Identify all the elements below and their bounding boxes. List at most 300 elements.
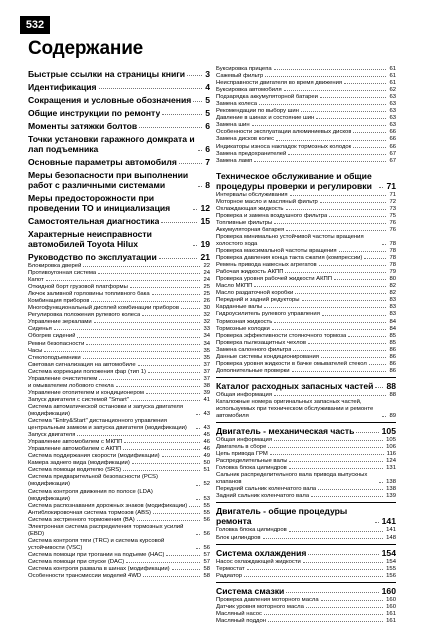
toc-subentry[interactable] <box>216 290 396 297</box>
toc-entry-page: 84 <box>389 318 396 325</box>
dot-leader <box>268 621 383 622</box>
toc-entry-title: Электронная система распределения тормозных усилий (EBD) <box>28 523 184 537</box>
toc-entry-page: 80 <box>389 276 396 283</box>
dot-leader <box>286 209 387 210</box>
toc-entry-page: 57 <box>203 551 210 558</box>
toc-entry-page: 49 <box>203 453 210 460</box>
toc-subentry[interactable] <box>28 467 210 474</box>
dot-leader <box>311 496 383 497</box>
dot-leader <box>264 614 383 615</box>
toc-subentry[interactable] <box>216 326 396 333</box>
dot-leader <box>379 482 383 483</box>
toc-entry-title: Часы <box>28 347 43 354</box>
toc-subentry[interactable] <box>28 517 210 524</box>
toc-section-entry[interactable] <box>28 134 210 154</box>
dot-leader <box>137 520 201 521</box>
toc-subentry[interactable] <box>28 341 210 348</box>
toc-subentry[interactable] <box>28 489 210 503</box>
toc-entry-title: Камера заднего вида (модификации) <box>28 460 130 467</box>
dot-leader <box>375 522 379 523</box>
toc-entry-title: Двигатель в сборе <box>216 444 267 451</box>
toc-entry-title: Система предварительной безопасности (PCS) (модификации) <box>28 474 158 488</box>
toc-subentry[interactable] <box>216 465 396 472</box>
toc-entry-title: Цепь привода ГРМ <box>216 451 268 458</box>
toc-subentry[interactable] <box>216 458 396 465</box>
page-number: 532 <box>20 16 50 34</box>
toc-entry-page: 67 <box>389 150 396 157</box>
toc-subentry[interactable] <box>28 538 210 552</box>
toc-entry-page: 83 <box>389 311 396 318</box>
toc-subentry[interactable] <box>216 311 396 318</box>
dot-leader <box>288 154 386 155</box>
toc-entry-title: Дополнительные проверки <box>216 367 290 374</box>
toc-subentry[interactable] <box>28 284 210 291</box>
toc-entry-page: 66 <box>389 143 396 150</box>
dot-leader <box>320 97 386 98</box>
toc-subentry[interactable] <box>28 404 210 418</box>
dot-leader <box>123 449 200 450</box>
toc-subentry[interactable] <box>28 552 210 559</box>
toc-subentry[interactable] <box>216 129 396 136</box>
dot-leader <box>284 90 387 91</box>
toc-subentry[interactable] <box>216 136 396 143</box>
toc-entry-title: Проверка давления моторного масла <box>216 596 319 603</box>
toc-entry-page: 61 <box>389 66 396 72</box>
dot-leader <box>162 114 202 115</box>
toc-subentry[interactable] <box>216 354 396 361</box>
toc-entry-page: 63 <box>389 101 396 108</box>
toc-entry-title: Точки установки гаражного домкрата и лап подъемника <box>28 134 195 154</box>
toc-subentry[interactable] <box>28 432 210 439</box>
toc-section-entry[interactable] <box>216 548 396 558</box>
toc-subentry[interactable] <box>28 312 210 319</box>
toc-entry-title: Система охлаждения <box>216 547 307 558</box>
toc-subentry[interactable] <box>28 446 210 453</box>
dot-leader <box>285 272 386 273</box>
dot-leader <box>189 506 200 507</box>
toc-subentry[interactable] <box>216 604 396 611</box>
toc-subentry[interactable] <box>28 503 210 510</box>
section-divider <box>216 544 396 545</box>
dot-leader <box>196 548 200 549</box>
toc-entry-title: Система контроля развала в шинах (модификации) <box>28 566 170 573</box>
toc-subentry[interactable] <box>216 192 396 199</box>
toc-entry-title: Каталог расходных запасных частей <box>216 380 374 391</box>
toc-entry-title: Проверка минимально устойчивой частоты вращения холостого хода <box>216 233 364 247</box>
toc-subentry[interactable] <box>28 474 210 488</box>
toc-section-entry[interactable] <box>28 170 210 190</box>
toc-subentry[interactable] <box>28 319 210 326</box>
dot-leader <box>348 336 386 337</box>
toc-entry-page: 86 <box>389 367 396 374</box>
toc-entry-page: 61 <box>389 73 396 80</box>
dot-leader <box>339 251 387 252</box>
toc-entry-page: 63 <box>389 115 396 122</box>
toc-subentry[interactable] <box>216 234 396 248</box>
toc-subentry[interactable] <box>28 390 210 397</box>
toc-entry-page: 161 <box>386 610 396 617</box>
toc-left-column <box>28 66 210 580</box>
toc-entry-title: Данные системы кондиционирования <box>216 353 319 360</box>
toc-subentry[interactable] <box>216 304 396 311</box>
dot-leader <box>193 209 197 210</box>
dot-leader <box>289 468 383 469</box>
toc-subentry[interactable] <box>216 227 396 234</box>
toc-section-entry[interactable] <box>216 171 396 191</box>
toc-entry-page: 32 <box>203 312 210 319</box>
toc-subentry[interactable] <box>28 355 210 362</box>
toc-entry-title: Запуск двигателя с системой "Smart" <box>28 396 129 403</box>
toc-subentry[interactable] <box>216 108 396 115</box>
toc-subentry[interactable] <box>28 383 210 390</box>
toc-section-entry[interactable] <box>216 381 396 391</box>
toc-subentry[interactable] <box>216 248 396 255</box>
toc-subentry[interactable] <box>28 369 210 376</box>
toc-subentry[interactable] <box>28 277 210 284</box>
dot-leader <box>99 379 200 380</box>
toc-subentry[interactable] <box>28 362 210 369</box>
toc-section-entry[interactable] <box>28 69 210 79</box>
toc-entry-page: 56 <box>203 544 210 551</box>
toc-entry-title: Управление очистителем <box>28 375 98 382</box>
toc-entry-title: Двигатель - механическая часть <box>216 426 355 437</box>
toc-entry-page: 75 <box>389 212 396 219</box>
toc-entry-title: и омывателем лобового стекла <box>28 382 114 389</box>
toc-entry-title: Проверка максимальной частоты вращения <box>216 248 337 255</box>
toc-entry-title: Система помощи при спуске (DAC) <box>28 558 125 565</box>
toc-subentry[interactable] <box>28 510 210 517</box>
toc-section-entry[interactable] <box>28 193 210 213</box>
toc-subentry[interactable] <box>216 269 396 276</box>
toc-entry-page: 67 <box>389 157 396 164</box>
toc-subentry[interactable] <box>216 535 396 542</box>
toc-entry-page: 116 <box>386 451 396 458</box>
toc-entry-page: 105 <box>381 426 396 437</box>
toc-subentry[interactable] <box>28 559 210 566</box>
toc-entry-page: 62 <box>389 87 396 94</box>
toc-entry-title: Сажевый фильтр <box>216 73 264 80</box>
toc-entry-page: 43 <box>203 425 210 432</box>
toc-section-entry[interactable] <box>28 121 210 131</box>
toc-entry-title: Многофункциональный дисплей комбинации приборов <box>28 305 179 312</box>
dot-leader <box>44 351 200 352</box>
toc-section-entry[interactable] <box>28 82 210 92</box>
toc-subentry[interactable] <box>216 80 396 87</box>
dot-leader <box>290 195 387 196</box>
toc-entry-page: 105 <box>386 437 396 444</box>
toc-subentry[interactable] <box>216 206 396 213</box>
toc-subentry[interactable] <box>216 66 396 73</box>
toc-entry-title: Система смазки <box>216 585 285 596</box>
toc-subentry[interactable] <box>216 597 396 604</box>
toc-subentry[interactable] <box>216 213 396 220</box>
dot-leader <box>272 329 387 330</box>
toc-entry-title: Система помощи при трогании на подъеме (HAC) <box>28 551 165 558</box>
dot-leader <box>302 300 387 301</box>
dot-leader <box>321 357 387 358</box>
toc-entry-page: 83 <box>389 304 396 311</box>
toc-subentry[interactable] <box>216 573 396 580</box>
dot-leader <box>198 150 202 151</box>
toc-entry-page: 7 <box>205 157 210 167</box>
toc-subentry[interactable] <box>216 151 396 158</box>
toc-entry-title: Стеклоподъемники <box>28 354 81 361</box>
toc-section-entry[interactable] <box>216 506 396 526</box>
toc-entry-title: Управление зеркалами <box>28 319 92 326</box>
toc-section-entry[interactable] <box>28 229 210 249</box>
toc-entry-page: 41 <box>203 396 210 403</box>
dot-leader <box>322 315 387 316</box>
toc-entry-title: Проверка уровня жидкости в бачке омывателей стекол <box>216 360 367 367</box>
toc-subentry[interactable] <box>216 611 396 618</box>
toc-entry-title: Идентификация <box>28 82 97 92</box>
toc-subentry[interactable] <box>28 460 210 467</box>
toc-section-entry[interactable] <box>28 95 210 105</box>
toc-entry-title: Проверка давления конца такта сжатия (компрессии) <box>216 255 363 262</box>
toc-subentry[interactable] <box>28 263 210 270</box>
toc-entry-page: 34 <box>203 340 210 347</box>
toc-entry-title: Тормозные колодки <box>216 325 270 332</box>
toc-entry-page: 86 <box>389 360 396 367</box>
toc-section-entry[interactable] <box>216 586 396 596</box>
toc-subentry[interactable] <box>216 347 396 354</box>
toc-entry-page: 30 <box>203 305 210 312</box>
toc-subentry[interactable] <box>28 566 210 573</box>
dot-leader <box>316 118 386 119</box>
toc-section-entry[interactable] <box>216 426 396 436</box>
toc-entry-title: Карданные валы <box>216 304 263 311</box>
toc-subentry[interactable] <box>216 444 396 451</box>
toc-subentry[interactable] <box>216 276 396 283</box>
toc-subentry[interactable] <box>28 326 210 333</box>
toc-entry-title: Проверка и замена воздушного фильтра <box>216 212 328 219</box>
toc-entry-page: 78 <box>389 248 396 255</box>
toc-entry-title: Замена дисков колес <box>216 136 275 143</box>
toc-entry-page: 46 <box>203 439 210 446</box>
toc-entry-page: 58 <box>203 573 210 580</box>
page-title: Содержание <box>28 38 144 59</box>
dot-leader <box>181 308 200 309</box>
toc-entry-page: 4 <box>205 82 210 92</box>
toc-subentry[interactable] <box>216 392 396 399</box>
toc-entry-page: 139 <box>386 493 396 500</box>
toc-subentry[interactable] <box>216 255 396 262</box>
toc-entry-title: Система коррекции положения фар (тип 1) <box>28 368 146 375</box>
toc-entry-page: 124 <box>386 458 396 465</box>
toc-subentry[interactable] <box>216 340 396 347</box>
toc-subentry[interactable] <box>216 87 396 94</box>
toc-entry-title: Особенности эксплуатации алюминиевых дисков <box>216 129 352 136</box>
dot-leader <box>268 447 383 448</box>
toc-entry-title: Замена предохранителей <box>216 150 287 157</box>
toc-subentry[interactable] <box>216 559 396 566</box>
toc-subentry[interactable] <box>216 144 396 151</box>
toc-entry-title: Система распознавания дорожных знаков (модификации) <box>28 502 188 509</box>
toc-subentry[interactable] <box>28 439 210 446</box>
dot-leader <box>148 372 200 373</box>
dot-leader <box>54 329 201 330</box>
toc-entry-page: 85 <box>389 332 396 339</box>
toc-entry-page: 141 <box>381 516 396 527</box>
dot-leader <box>46 280 201 281</box>
toc-subentry[interactable] <box>28 397 210 404</box>
dot-leader <box>274 395 386 396</box>
toc-entry-page: 86 <box>389 346 396 353</box>
toc-entry-title: Особенности трансмиссии моделей 4WD <box>28 573 142 580</box>
toc-entry-title: Передний сальник коленчатого вала <box>216 486 317 493</box>
toc-subentry[interactable] <box>216 486 396 493</box>
toc-entry-title: Руководство по эксплуатации <box>28 252 157 262</box>
toc-entry-page: 138 <box>386 479 396 486</box>
toc-entry-title: Проверка пылезащитных чехлов <box>216 339 306 346</box>
toc-subentry[interactable] <box>28 291 210 298</box>
toc-entry-page: 86 <box>389 353 396 360</box>
toc-subentry[interactable] <box>28 298 210 305</box>
toc-entry-title: Проверка эффективности стояночного тормоза <box>216 332 347 339</box>
dot-leader <box>193 245 197 246</box>
dot-leader <box>179 163 202 164</box>
toc-subentry[interactable] <box>28 418 210 432</box>
toc-entry-page: 6 <box>205 121 210 131</box>
dot-leader <box>308 554 378 555</box>
dot-leader <box>196 534 200 535</box>
toc-entry-title: Характерные неисправности автомобилей Toyota Hilux <box>28 229 152 249</box>
toc-entry-title: Давление в шинах и состояние шин <box>216 115 315 122</box>
toc-subentry[interactable] <box>216 199 396 206</box>
dot-leader <box>375 387 383 388</box>
toc-subentry[interactable] <box>216 94 396 101</box>
dot-leader <box>124 442 200 443</box>
toc-entry-title: Откидной борт грузовой платформы <box>28 284 128 291</box>
toc-entry-page: 63 <box>389 108 396 115</box>
toc-entry-page: 84 <box>389 325 396 332</box>
toc-section-entry[interactable] <box>28 108 210 118</box>
toc-subentry[interactable] <box>216 333 396 340</box>
dot-leader <box>254 161 386 162</box>
toc-subentry[interactable] <box>216 361 396 368</box>
toc-subentry[interactable] <box>216 527 396 534</box>
toc-entry-title: Система экстренного торможения (BA) <box>28 516 135 523</box>
toc-subentry[interactable] <box>216 283 396 290</box>
toc-subentry[interactable] <box>28 333 210 340</box>
toc-entry-title: Система помощи водителю (SRS) <box>28 467 122 474</box>
dot-leader <box>259 104 386 105</box>
toc-subentry[interactable] <box>216 115 396 122</box>
toc-subentry[interactable] <box>216 566 396 573</box>
toc-entry-title: Основные параметры автомобиля <box>28 157 177 167</box>
toc-subentry[interactable] <box>28 453 210 460</box>
toc-entry-title: Охлаждающая жидкость <box>216 205 284 212</box>
toc-entry-page: 154 <box>386 558 396 565</box>
toc-entry-page: 141 <box>386 527 396 534</box>
toc-subentry[interactable] <box>28 270 210 277</box>
dot-leader <box>159 258 198 259</box>
toc-entry-page: 52 <box>203 481 210 488</box>
toc-entry-page: 72 <box>389 198 396 205</box>
toc-entry-page: 35 <box>203 347 210 354</box>
toc-subentry[interactable] <box>216 158 396 165</box>
toc-subentry[interactable] <box>216 73 396 80</box>
toc-entry-title: Управление автомобилем с АКПП <box>28 446 122 453</box>
toc-section-entry[interactable] <box>28 216 210 226</box>
toc-entry-title: Масло раздаточной коробки <box>216 290 294 297</box>
toc-subentry[interactable] <box>28 305 210 312</box>
toc-entry-page: 6 <box>205 144 210 154</box>
toc-subentry[interactable] <box>216 618 396 625</box>
toc-subentry[interactable] <box>216 220 396 227</box>
toc-section-entry[interactable] <box>28 157 210 167</box>
toc-entry-page: 155 <box>386 565 396 572</box>
section-divider <box>216 502 396 503</box>
toc-entry-page: 35 <box>203 354 210 361</box>
toc-subentry[interactable] <box>28 376 210 383</box>
toc-subentry[interactable] <box>216 122 396 129</box>
toc-entry-title: Система автоматической остановки и запуска двигателя (модификации) <box>28 403 184 417</box>
toc-entry-page: 154 <box>381 547 396 558</box>
toc-entry-page: 46 <box>203 446 210 453</box>
toc-entry-title: Моменты затяжки болтов <box>28 121 138 131</box>
dot-leader <box>289 531 383 532</box>
dot-leader <box>91 301 200 302</box>
toc-entry-title: Сальник распределительного вала привода выпускных клапанов <box>216 472 368 486</box>
toc-subentry[interactable] <box>216 451 396 458</box>
dot-leader <box>132 463 201 464</box>
toc-entry-page: 106 <box>386 444 396 451</box>
toc-entry-page: 24 <box>203 277 210 284</box>
toc-entry-title: Рабочая жидкость АКПП <box>216 269 284 276</box>
dot-leader <box>86 344 200 345</box>
toc-subentry[interactable] <box>216 262 396 269</box>
toc-subentry[interactable] <box>216 319 396 326</box>
toc-entry-title: Сиденья <box>28 326 52 333</box>
toc-entry-title: Противоугонная система <box>28 270 97 277</box>
dot-leader <box>356 432 378 433</box>
toc-subentry[interactable] <box>216 368 396 375</box>
toc-subentry[interactable] <box>216 101 396 108</box>
toc-subentry[interactable] <box>216 472 396 486</box>
toc-subentry[interactable] <box>216 493 396 500</box>
toc-entry-page: 57 <box>203 558 210 565</box>
dot-leader <box>319 265 387 266</box>
toc-subentry[interactable] <box>28 573 210 580</box>
toc-entry-title: Обогрев сидений <box>28 333 76 340</box>
dot-leader <box>264 307 386 308</box>
toc-subentry[interactable] <box>216 297 396 304</box>
dot-leader <box>274 322 386 323</box>
toc-entry-page: 78 <box>389 255 396 262</box>
toc-subentry[interactable] <box>216 399 396 420</box>
toc-entry-title: Регулировка положения рулевого колеса <box>28 312 141 319</box>
dot-leader <box>172 569 201 570</box>
toc-subentry[interactable] <box>216 437 396 444</box>
dot-leader <box>369 364 387 365</box>
toc-entry-page: 83 <box>389 297 396 304</box>
toc-entry-title: Масляный насос <box>216 610 262 617</box>
toc-entry-page: 37 <box>203 368 210 375</box>
toc-entry-page: 82 <box>389 283 396 290</box>
toc-entry-page: 85 <box>389 339 396 346</box>
dot-leader <box>198 186 202 187</box>
toc-entry-page: 3 <box>205 69 210 79</box>
toc-entry-title: Двигатель - общие процедуры ремонта <box>216 506 348 527</box>
toc-entry-title: Ремень привода навесных агрегатов <box>216 262 317 269</box>
toc-section-entry[interactable] <box>28 252 210 262</box>
dot-leader <box>123 470 200 471</box>
toc-entry-title: Термостат <box>216 565 245 572</box>
dot-leader <box>77 435 200 436</box>
toc-subentry[interactable] <box>28 524 210 538</box>
toc-subentry[interactable] <box>28 348 210 355</box>
